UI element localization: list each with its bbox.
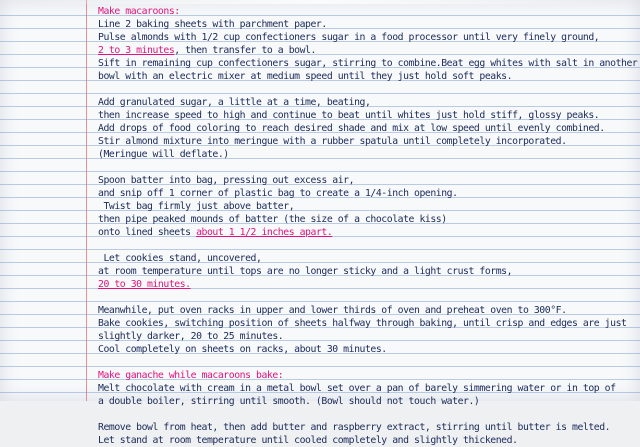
recipe-line: Let stand at room temperature until cooled completely and slightly thickened. bbox=[98, 435, 518, 446]
recipe-text bbox=[98, 5, 638, 447]
recipe-line: Twist bag firmly just above batter, bbox=[98, 201, 295, 212]
recipe-line: Let cookies stand, uncovered, bbox=[98, 253, 262, 264]
heading-make-macaroons: Make macaroons: bbox=[98, 6, 180, 17]
recipe-line: (Meringue will deflate.) bbox=[98, 149, 229, 160]
recipe-line: Spoon batter into bag, pressing out excess air, bbox=[98, 175, 355, 186]
recipe-line-start: onto lined sheets bbox=[98, 227, 197, 238]
recipe-line: Add granulated sugar, a little at a time, beating, bbox=[98, 97, 371, 108]
recipe-line: then increase speed to high and continue to beat until whites just hold stiff, glossy peaks. bbox=[98, 110, 600, 121]
recipe-line: and snip off 1 corner of plastic bag to create a 1/4-inch opening. bbox=[98, 188, 458, 199]
recipe-line: at room temperature until tops are no longer sticky and a light crust forms, bbox=[98, 266, 513, 277]
highlight-spacing: about 1 1/2 inches apart. bbox=[196, 227, 333, 238]
heading-make-ganache: Make ganache while macaroons bake: bbox=[98, 370, 284, 381]
recipe-line: then pipe peaked mounds of batter (the size of a chocolate kiss) bbox=[98, 214, 447, 225]
recipe-line: Bake cookies, switching position of sheets halfway through baking, until crisp and edges are just bbox=[98, 318, 627, 329]
recipe-line: bowl with an electric mixer at medium speed until they just hold soft peaks. bbox=[98, 71, 513, 82]
recipe-line: Melt chocolate with cream in a metal bowl set over a pan of barely simmering water or in top of bbox=[98, 383, 616, 394]
recipe-line: Meanwhile, put oven racks in upper and lower thirds of oven and preheat oven to 300°F. bbox=[98, 305, 567, 316]
recipe-line: a double boiler, stirring until smooth. (Bowl should not touch water.) bbox=[98, 396, 480, 407]
recipe-line: slightly darker, 20 to 25 minutes. bbox=[98, 331, 284, 342]
recipe-line: Remove bowl from heat, then add butter and raspberry extract, stirring until butter is melted. bbox=[98, 422, 611, 433]
recipe-line: Stir almond mixture into meringue with a rubber spatula until completely incorporated. bbox=[98, 136, 567, 147]
recipe-line: Cool completely on sheets on racks, about 30 minutes. bbox=[98, 344, 387, 355]
recipe-line-rest: , then transfer to a bowl. bbox=[174, 45, 316, 56]
recipe-line: Line 2 baking sheets with parchment paper. bbox=[98, 19, 327, 30]
recipe-line bbox=[98, 44, 638, 57]
recipe-line: Sift in remaining cup confectioners sugar, stirring to combine.Beat egg whites with salt in another bbox=[98, 58, 638, 69]
recipe-line bbox=[98, 226, 638, 239]
recipe-line: Pulse almonds with 1/2 cup confectioners sugar in a food processor until very finely ground, bbox=[98, 32, 600, 43]
highlight-time: 20 to 30 minutes. bbox=[98, 279, 191, 290]
recipe-line: Add drops of food coloring to reach desired shade and mix at low speed until evenly combined. bbox=[98, 123, 605, 134]
highlight-time: 2 to 3 minutes bbox=[98, 45, 175, 56]
recipe-line bbox=[98, 278, 638, 291]
